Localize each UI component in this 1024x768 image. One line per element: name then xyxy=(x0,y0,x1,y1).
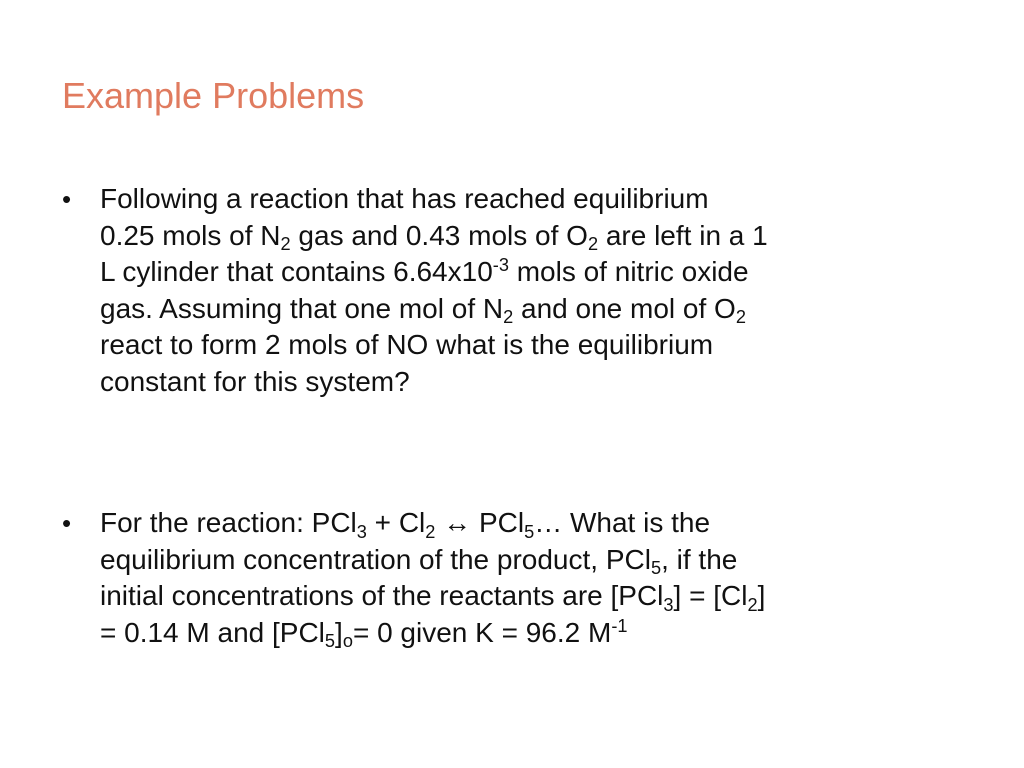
text-run: ] = [Cl xyxy=(673,580,748,611)
slide-title: Example Problems xyxy=(62,75,365,116)
text-run: L cylinder that contains 6.64x10 xyxy=(100,256,493,287)
bullet-text xyxy=(100,181,950,400)
bullet-icon: • xyxy=(62,184,72,214)
bullet-text xyxy=(100,505,950,651)
text-line xyxy=(100,578,950,615)
text-line xyxy=(100,364,950,401)
text-run: gas. Assuming that one mol of N xyxy=(100,292,504,324)
subscript: 3 xyxy=(356,521,367,542)
text-line xyxy=(100,181,950,218)
text-run: and one mol of O xyxy=(513,292,736,324)
text-line xyxy=(100,505,950,542)
superscript: -1 xyxy=(611,615,628,636)
text-run: constant for this system? xyxy=(100,365,410,397)
subscript: o xyxy=(342,631,353,652)
subscript: 5 xyxy=(324,631,336,652)
text-run: , if the xyxy=(661,543,738,575)
subscript: 2 xyxy=(587,234,599,255)
subscript: 2 xyxy=(503,307,514,328)
bullet-icon: • xyxy=(62,508,72,538)
subscript: 3 xyxy=(663,594,674,615)
text-line xyxy=(100,327,950,364)
text-run: are left in a 1 xyxy=(598,219,768,251)
text-run: 0.25 mols of N xyxy=(100,219,281,251)
text-run: gas and 0.43 mols of O xyxy=(290,219,588,251)
text-run: For the reaction: PCl xyxy=(100,507,357,538)
subscript: 2 xyxy=(280,234,291,255)
subscript: 2 xyxy=(425,521,436,542)
text-run: equilibrium concentration of the product, PCl xyxy=(100,543,651,575)
text-run: + Cl xyxy=(366,507,426,538)
text-line xyxy=(100,218,950,255)
text-line xyxy=(100,291,950,328)
text-run: Following a reaction that has reached equilibrium xyxy=(100,183,709,214)
superscript: -3 xyxy=(492,255,509,275)
subscript: 2 xyxy=(735,307,746,328)
text-line xyxy=(100,615,950,652)
text-run: mols of nitric oxide xyxy=(508,256,749,287)
text-run: … What is the xyxy=(534,507,711,538)
text-line xyxy=(100,254,950,291)
text-run: react to form 2 mols of NO what is the equilibrium xyxy=(100,329,714,360)
text-run: ] xyxy=(757,580,766,611)
text-run: initial concentrations of the reactants are [PCl xyxy=(100,580,664,611)
text-run: = 0.14 M and [PCl xyxy=(100,616,325,648)
text-run: ↔ PCl xyxy=(435,507,525,538)
text-run: ] xyxy=(335,616,343,648)
text-run: = 0 given K = 96.2 M xyxy=(352,616,612,648)
text-line xyxy=(100,542,950,579)
subscript: 2 xyxy=(747,594,758,615)
subscript: 5 xyxy=(650,558,662,579)
subscript: 5 xyxy=(524,521,535,542)
